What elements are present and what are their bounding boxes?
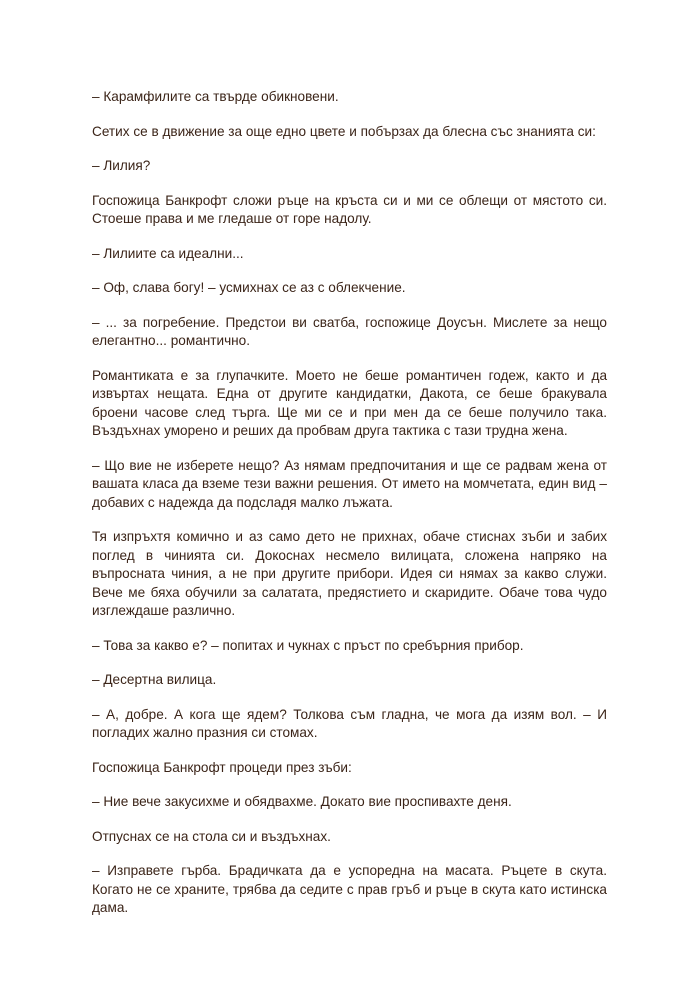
paragraph: – Карамфилите са твърде обикновени. xyxy=(92,89,339,104)
paragraph: – Изправете гърба. Брадичката да е успоредна на масата. Ръцете в скута. Когато не се храните, трябва да седите с прав гръб и ръце в скута като истинска дама. xyxy=(92,863,607,915)
paragraph: – А, добре. А кога ще ядем? Толкова съм гладна, че мога да изям вол. – И погладих жално празния си стомах. xyxy=(92,706,607,740)
paragraph: Госпожица Банкрофт процеди през зъби: xyxy=(92,759,352,775)
paragraph: – Що вие не изберете нещо? Аз нямам предпочитания и ще се радвам жена от вашата класа да вземе тези важни решения. От името на момчетата, един вид – добавих с надежда да подсладя малко лъжата. xyxy=(92,457,607,510)
paragraph: Госпожица Банкрофт сложи ръце на кръста си и ми се облещи от мястото си. Стоеше права и ме гледаше от горе надолу. xyxy=(92,192,607,226)
paragraph: Сетих се в движение за още едно цвете и побързах да блесна със знанията си: xyxy=(92,123,596,139)
paragraph: Отпуснах се на стола си и въздъхнах. xyxy=(92,828,331,844)
document-page xyxy=(92,88,607,934)
paragraph: – Десертна вилица. xyxy=(92,672,217,687)
paragraph: – Оф, слава богу! – усмихнах се аз с облекчение. xyxy=(92,280,406,295)
paragraph: Романтиката е за глупачките. Моето не беше романтичен годеж, както и да извъртах нещата. Една от другите кандидатки, Дакота, се беше бракувала броени часове след търга. Щe ми се и при мен да се беше получило така. Въздъхнах уморено и реших да пробвам друга тактика с тази трудна жена. xyxy=(92,367,607,438)
paragraph: – Ние вече закусихме и обядвахме. Докато вие проспивахте деня. xyxy=(92,794,512,809)
paragraph: – ... за погребение. Предстои ви сватба, госпожице Доусън. Мислете за нещо елегантно... романтично. xyxy=(92,314,607,348)
paragraph: – Това за какво е? – попитах и чукнах с пръст по сребърния прибор. xyxy=(92,637,524,653)
paragraph: – Лилия? xyxy=(92,158,151,173)
paragraph: – Лилиите са идеални... xyxy=(92,245,244,261)
paragraph: Тя изпръхтя комично и аз само дето не прихнах, обаче стиснах зъби и забих поглед в чинията си. Докоснах несмело вилицата, сложена напряко на въпросната чиния, а не при другите прибори. Идея си нямах за какво служи. Вече ме бяха обучили за салатата, предястието и скаридите. Обаче това чудо изглеждаше различно. xyxy=(92,529,607,618)
